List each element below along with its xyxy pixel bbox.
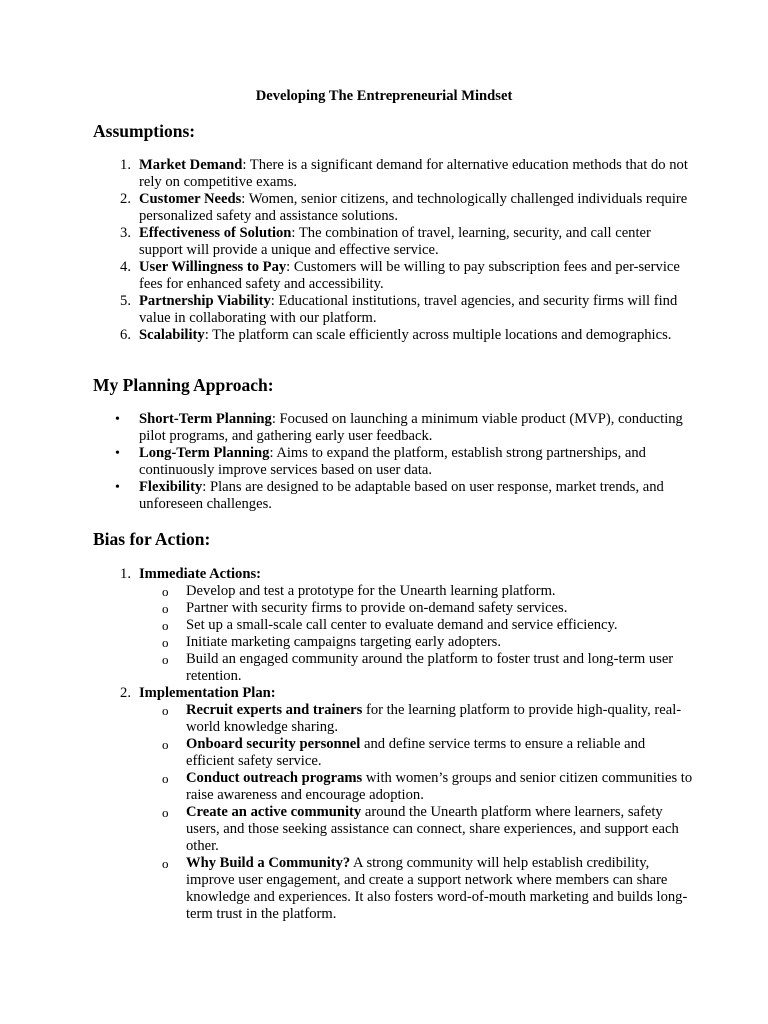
sub-item-text: for the learning platform to provide high-quality, real-world knowledge sharing.: [186, 702, 682, 735]
planning-text: : Plans are designed to be adaptable based on user response, market trends, and unforeseen challenges.: [139, 479, 664, 512]
bias-heading: Bias for Action:: [93, 529, 211, 549]
assumptions-list: [93, 157, 693, 344]
sub-list-item: [139, 617, 693, 634]
sub-list-item: [139, 855, 693, 923]
bullet-icon: •: [115, 480, 120, 495]
planning-term: Long-Term Planning: [139, 445, 270, 461]
sub-item-term: Why Build a Community?: [186, 855, 351, 871]
sub-item-text: Initiate marketing campaigns targeting early adopters.: [186, 634, 502, 650]
sub-item-term: Create an active community: [186, 804, 362, 820]
list-number: 2.: [120, 191, 131, 207]
sub-bullet-icon: o: [162, 584, 169, 599]
bias-item-label: Immediate Actions:: [139, 566, 262, 582]
sub-list-item: [139, 804, 693, 855]
sub-item-text: around the Unearth platform where learners, safety users, and those seeking assistance can connect, share experiences, and support each other.: [186, 804, 679, 854]
bullet-icon: •: [115, 412, 120, 427]
implementation-plan-sublist: [139, 702, 693, 923]
list-number: 1.: [120, 157, 131, 173]
sub-bullet-icon: o: [162, 856, 169, 871]
planning-term: Flexibility: [139, 479, 203, 495]
bias-item-label: Implementation Plan:: [139, 685, 276, 701]
sub-list-item: [139, 600, 693, 617]
sub-item-text: Build an engaged community around the platform to foster trust and long-term user retention.: [186, 651, 674, 684]
sub-item-text: A strong community will help establish credibility, improve user engagement, and create a support network where members can share knowledge and experiences. It also fosters word-of-mouth marketing and builds long-term trust in the platform.: [186, 855, 688, 922]
assumption-item: [93, 225, 693, 259]
assumption-text: : The combination of travel, learning, security, and call center support will provide a unique and effective service.: [139, 225, 651, 258]
assumption-term: Customer Needs: [139, 191, 242, 207]
sub-item-text: with women’s groups and senior citizen communities to raise awareness and encourage adoption.: [186, 770, 693, 803]
planning-heading: My Planning Approach:: [93, 375, 274, 395]
assumption-text: : Women, senior citizens, and technologically challenged individuals require personalized safety and assistance solutions.: [139, 191, 688, 224]
assumption-item: [93, 259, 693, 293]
list-number: 1.: [120, 566, 131, 582]
assumption-term: Market Demand: [139, 157, 243, 173]
bullet-icon: •: [115, 446, 120, 461]
sub-list-item: [139, 651, 693, 685]
sub-bullet-icon: o: [162, 601, 169, 616]
sub-item-term: Conduct outreach programs: [186, 770, 363, 786]
planning-item: [93, 479, 693, 513]
list-number: 4.: [120, 259, 131, 275]
sub-item-text: Set up a small-scale call center to evaluate demand and service efficiency.: [186, 617, 618, 633]
assumption-term: Partnership Viability: [139, 293, 271, 309]
list-number: 2.: [120, 685, 131, 701]
sub-item-term: Recruit experts and trainers: [186, 702, 363, 718]
sub-bullet-icon: o: [162, 737, 169, 752]
bias-item: [93, 566, 693, 685]
bias-list: [93, 566, 693, 923]
sub-list-item: [139, 634, 693, 651]
planning-item: [93, 411, 693, 445]
assumption-term: Effectiveness of Solution: [139, 225, 292, 241]
assumption-item: [93, 157, 693, 191]
assumption-text: : There is a significant demand for alternative education methods that do not rely on competitive exams.: [139, 157, 688, 190]
sub-list-item: [139, 583, 693, 600]
assumption-item: [93, 293, 693, 327]
assumption-item: [93, 327, 693, 344]
list-number: 3.: [120, 225, 131, 241]
sub-bullet-icon: o: [162, 771, 169, 786]
sub-item-text: Develop and test a prototype for the Unearth learning platform.: [186, 583, 556, 599]
assumption-term: Scalability: [139, 327, 205, 343]
assumption-text: : The platform can scale efficiently across multiple locations and demographics.: [204, 327, 672, 343]
assumption-text: : Educational institutions, travel agencies, and security firms will find value in collaborating with our platform.: [139, 293, 678, 326]
sub-bullet-icon: o: [162, 652, 169, 667]
sub-bullet-icon: o: [162, 635, 169, 650]
bias-item: [93, 685, 693, 923]
planning-list: [93, 411, 693, 513]
sub-item-term: Onboard security personnel: [186, 736, 361, 752]
sub-list-item: [139, 770, 693, 804]
planning-term: Short-Term Planning: [139, 411, 272, 427]
assumption-term: User Willingness to Pay: [139, 259, 287, 275]
planning-text: : Focused on launching a minimum viable product (MVP), conducting pilot programs, and gathering early user feedback.: [139, 411, 683, 444]
sub-bullet-icon: o: [162, 618, 169, 633]
sub-list-item: [139, 736, 693, 770]
sub-item-text: Partner with security firms to provide on-demand safety services.: [186, 600, 568, 616]
planning-text: : Aims to expand the platform, establish strong partnerships, and continuously improve services based on user data.: [139, 445, 646, 478]
planning-item: [93, 445, 693, 479]
assumptions-heading: Assumptions:: [93, 121, 196, 141]
list-number: 5.: [120, 293, 131, 309]
assumption-item: [93, 191, 693, 225]
sub-list-item: [139, 702, 693, 736]
immediate-actions-sublist: [139, 583, 693, 685]
sub-item-text: and define service terms to ensure a reliable and efficient safety service.: [186, 736, 646, 769]
list-number: 6.: [120, 327, 131, 343]
document-title: Developing The Entrepreneurial Mindset: [255, 88, 513, 104]
assumption-text: : Customers will be willing to pay subscription fees and per-service fees for enhanced safety and accessibility.: [139, 259, 680, 292]
sub-bullet-icon: o: [162, 805, 169, 820]
sub-bullet-icon: o: [162, 703, 169, 718]
